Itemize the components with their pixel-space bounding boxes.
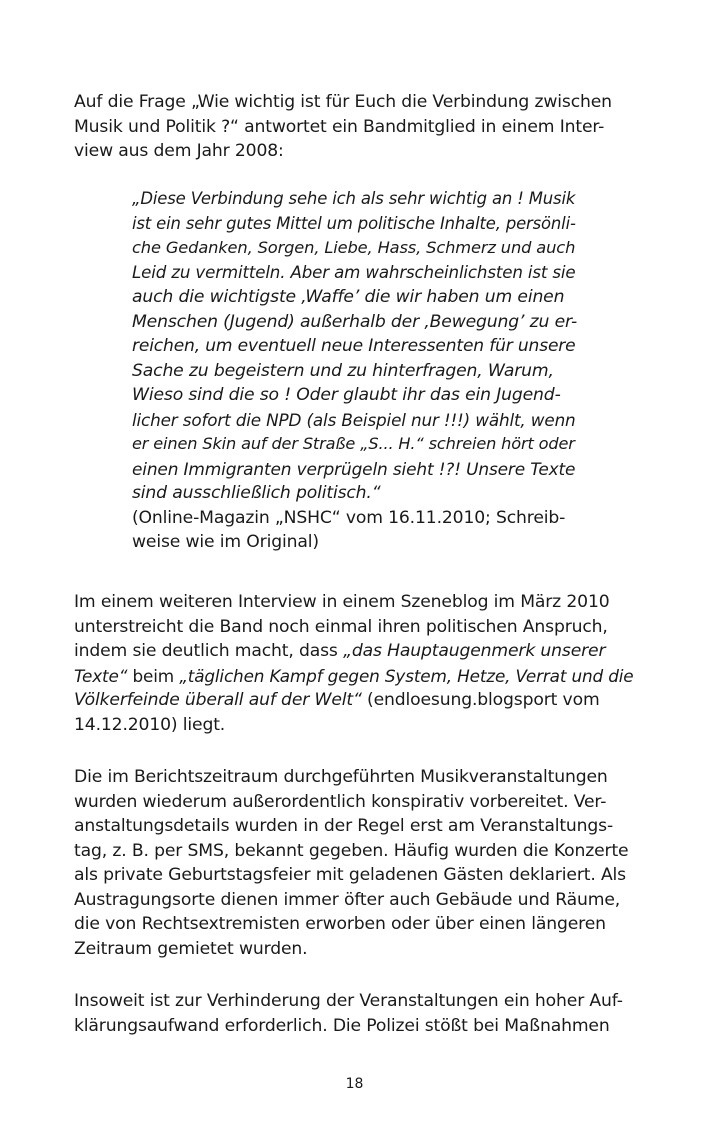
text-line: unterstreicht die Band noch einmal ihren politischen Anspruch, [74, 616, 608, 637]
quote-line: Wieso sind die so ! Oder glaubt ihr das ein Jugend- [132, 385, 561, 405]
quoted-text: Völkerfeinde überall auf der Welt“ [74, 690, 362, 710]
text-line [74, 664, 637, 689]
quote-line: „Diese Verbindung sehe ich als sehr wichtig an ! Musik [132, 189, 576, 208]
quote-line: Leid zu vermitteln. Aber am wahrscheinlichsten ist sie [132, 262, 576, 282]
text-line: view aus dem Jahr 2008: [74, 141, 284, 161]
quoted-text: „täglichen Kampf gegen System, Hetze, Verrat und die [179, 665, 634, 686]
text-run: (endloesung.blogsport vom [361, 690, 600, 710]
quote-line: er einen Skin auf der Straße „S... H.“ schreien hört oder [132, 434, 575, 453]
quote-line: auch die wichtigste ‚Waffe’ die wir haben um einen [132, 287, 565, 307]
text-line: Insoweit ist zur Verhinderung der Veranstaltungen ein hoher Auf- [74, 991, 623, 1011]
quote-line: sind ausschließlich politisch.“ [132, 483, 381, 503]
events-paragraph [74, 765, 637, 961]
text-line: Zeitraum gemietet wurden. [74, 938, 308, 959]
text-line: Im einem weiteren Interview in einem Szeneblog im März 2010 [74, 592, 610, 612]
quoted-text: Texte“ [74, 665, 128, 686]
text-line: tag, z. B. per SMS, bekannt gegeben. Häufig wurden die Konzerte [74, 840, 629, 861]
szeneblog-paragraph [74, 590, 637, 737]
quote-line: reichen, um eventuell neue Interessenten für unsere [132, 336, 576, 356]
text-line: Austragungsorte dienen immer öfter auch Gebäude und Räume, [74, 889, 621, 910]
text-line: die von Rechtsextremisten erworben oder über einen längeren [74, 914, 606, 934]
quote-line: ist ein sehr gutes Mittel um politische Inhalte, persönli- [132, 213, 576, 233]
page-number: 18 [345, 1076, 364, 1092]
interview-quote [132, 187, 578, 555]
quote-line: Menschen (Jugend) außerhalb der ‚Bewegung’ zu er- [132, 311, 578, 332]
text-line: Auf die Frage „Wie wichtig ist für Euch die Verbindung zwischen [74, 92, 612, 112]
quote-source-line: (Online-Magazin „NSHC“ vom 16.11.2010; Schreib- [132, 507, 566, 528]
text-run: indem sie deutlich macht, dass [74, 641, 344, 661]
text-line: Musik und Politik ?“ antwortet ein Bandmitglied in einem Inter- [74, 116, 605, 137]
quote-line: licher sofort die NPD (als Beispiel nur !!!) wählt, wenn [132, 409, 576, 430]
text-line: klärungsaufwand erforderlich. Die Polizei stößt bei Maßnahmen [74, 1015, 610, 1036]
quote-source-line: weise wie im Original) [132, 532, 319, 552]
text-line: anstaltungsdetails wurden in der Regel erst am Veranstaltungs- [74, 816, 614, 836]
text-line [74, 639, 637, 664]
quote-line: Sache zu begeistern und zu hinterfragen, Warum, [132, 360, 554, 381]
text-line: als private Geburtstagsfeier mit geladenen Gästen deklariert. Als [74, 865, 626, 885]
quote-line: einen Immigranten verprügeln sieht !?! Unsere Texte [132, 458, 576, 479]
intro-paragraph [74, 90, 637, 164]
text-run: beim [127, 665, 180, 686]
text-line: 14.12.2010) liegt. [74, 714, 226, 735]
closing-paragraph [74, 989, 637, 1038]
text-line: Die im Berichtszeitraum durchgeführten Musikveranstaltungen [74, 767, 608, 787]
text-line: wurden wiederum außerordentlich konspirativ vorbereitet. Ver- [74, 791, 607, 812]
text-line [74, 688, 637, 713]
quoted-text: „das Hauptaugenmerk unserer [343, 641, 606, 661]
quote-line: che Gedanken, Sorgen, Liebe, Hass, Schmerz und auch [132, 238, 576, 257]
